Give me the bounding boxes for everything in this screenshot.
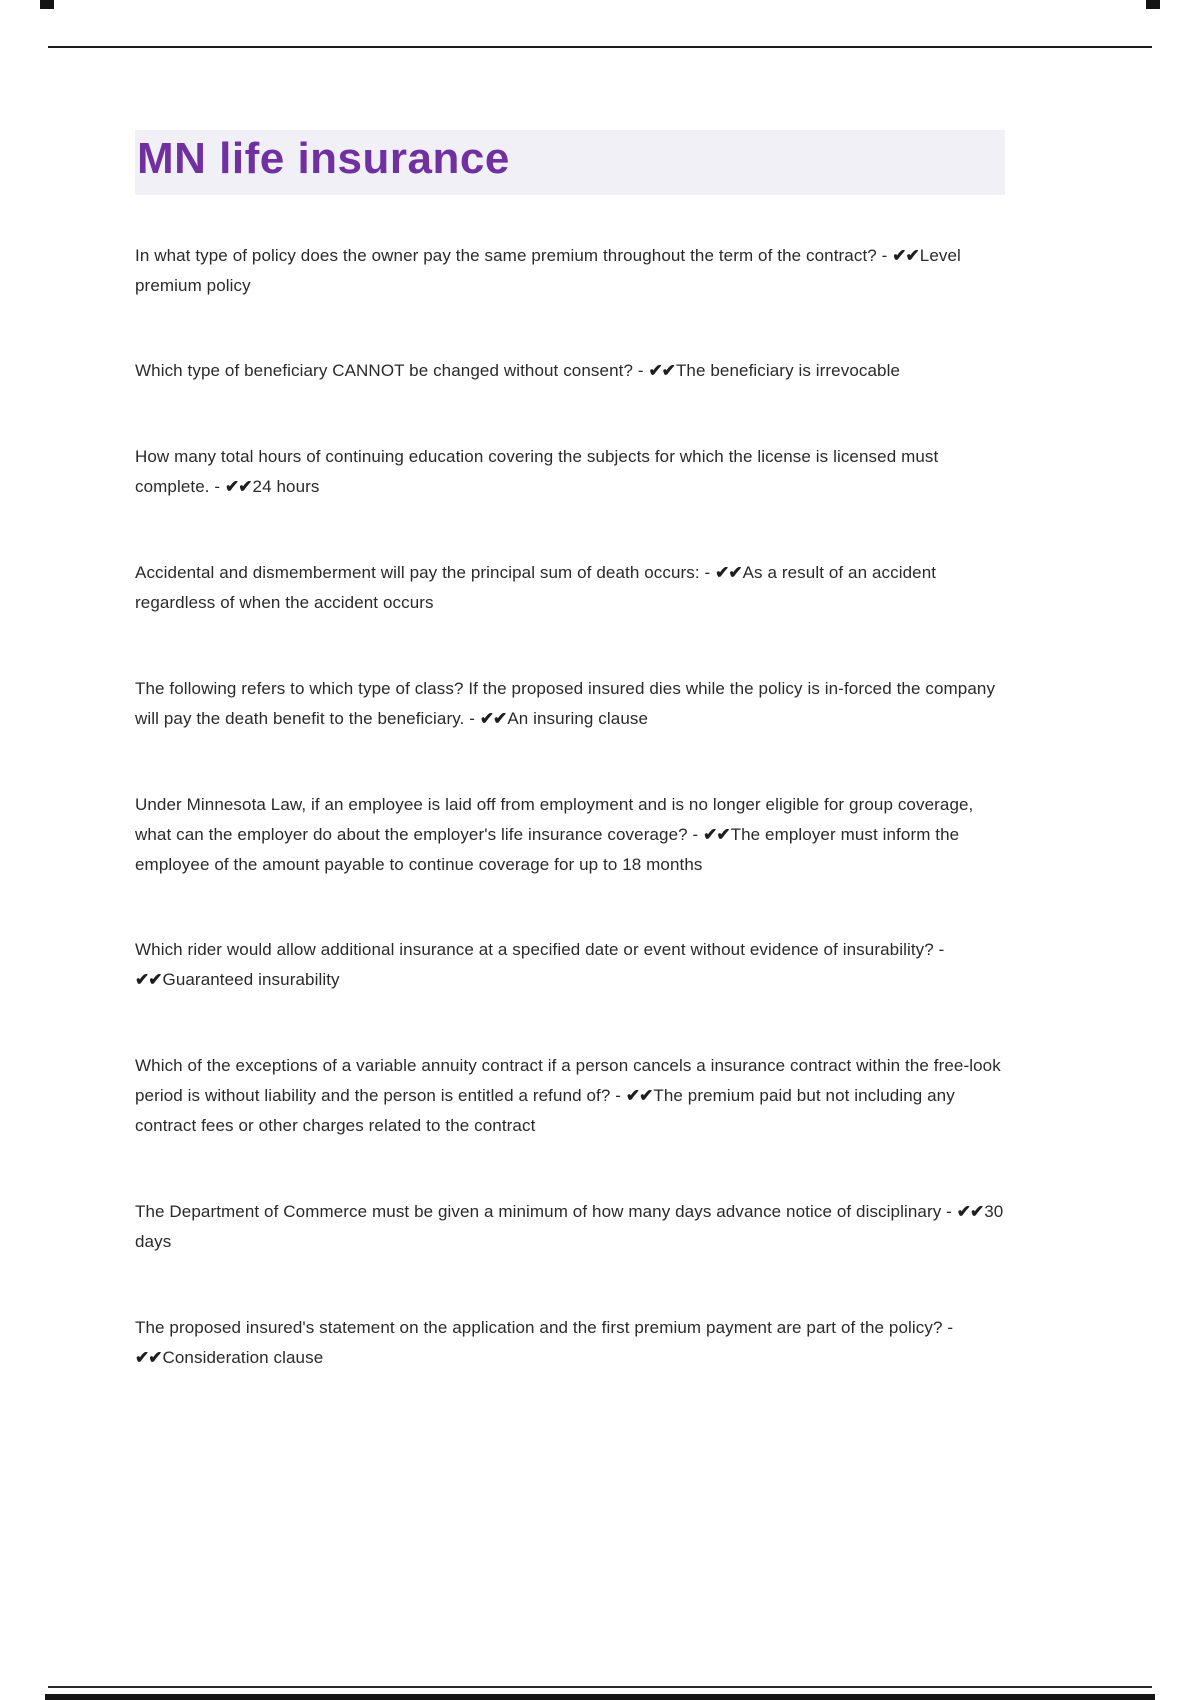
qa-item-5 [135, 674, 1005, 734]
checkmark-icon: ✔✔ [715, 563, 742, 583]
question-text: How many total hours of continuing education covering the subjects for which the license is licensed must complete. [135, 447, 939, 497]
separator: - [633, 361, 649, 381]
separator: - [687, 824, 704, 844]
top-rule-line [48, 46, 1152, 48]
answer-text: Guaranteed insurability [162, 970, 340, 990]
checkmark-icon: ✔✔ [625, 1086, 653, 1106]
checkmark-icon: ✔✔ [135, 1347, 162, 1367]
checkmark-icon: ✔✔ [135, 970, 162, 990]
checkmark-icon: ✔✔ [225, 477, 252, 497]
qa-item-7 [135, 935, 1005, 995]
answer-text: Level premium policy [135, 245, 961, 295]
separator: - [209, 477, 226, 497]
question-text: Which type of beneficiary CANNOT be changed without consent? [135, 361, 634, 381]
separator: - [942, 1317, 954, 1337]
answer-text: The employer must inform the employee of the amount payable to continue coverage for up to 18 months [135, 824, 960, 874]
answer-text: Consideration clause [162, 1347, 324, 1367]
bottom-edge-bar [45, 1694, 1155, 1700]
answer-text: The premium paid but not including any contract fees or other charges related to the contract [135, 1086, 955, 1136]
question-text: Which rider would allow additional insurance at a specified date or event without evidence of insurability? [135, 940, 934, 960]
separator: - [876, 245, 893, 265]
separator: - [464, 708, 480, 728]
answer-text: 30 days [135, 1202, 1004, 1251]
qa-item-8 [135, 1051, 1005, 1141]
qa-item-2 [135, 356, 1005, 386]
question-text: Which of the exceptions of a variable annuity contract if a person cancels a insurance contract within the free-look period is without liability and the person is entitled a refund of? [135, 1056, 1001, 1106]
qa-item-6 [135, 790, 1005, 880]
question-text: Under Minnesota Law, if an employee is laid off from employment and is no longer eligible for group coverage, what can the employer do about the employer's life insurance coverage? [135, 794, 974, 844]
separator: - [704, 563, 716, 583]
qa-item-10 [135, 1313, 1005, 1373]
question-text: The following refers to which type of class? If the proposed insured dies while the policy is in-forced the company will pay the death benefit to the beneficiary. [135, 678, 996, 728]
answer-text: 24 hours [252, 477, 320, 497]
separator: - [941, 1202, 957, 1221]
question-text: In what type of policy does the owner pay the same premium throughout the term of the contract? [135, 245, 877, 265]
answer-text: An insuring clause [507, 708, 649, 728]
document-body [135, 130, 1005, 1429]
checkmark-icon: ✔✔ [648, 361, 675, 381]
answer-text: As a result of an accident regardless of when the accident occurs [135, 563, 937, 613]
page-title: MN life insurance [135, 130, 1005, 195]
separator: - [933, 940, 945, 960]
answer-text: The beneficiary is irrevocable [675, 361, 901, 381]
checkmark-icon: ✔✔ [479, 708, 507, 728]
question-text: Accidental and dismemberment will pay the principal sum of death occurs: [135, 563, 705, 583]
checkmark-icon: ✔✔ [892, 245, 919, 265]
question-text: The proposed insured's statement on the application and the first premium payment are part of the policy? [135, 1317, 943, 1337]
question-text: The Department of Commerce must be given a minimum of how many days advance notice of disciplinary [135, 1202, 942, 1221]
qa-item-3 [135, 442, 1005, 502]
page-corner-mark-left [40, 0, 54, 9]
bottom-rule-line [48, 1686, 1152, 1688]
qa-item-4 [135, 558, 1005, 618]
checkmark-icon: ✔✔ [956, 1202, 984, 1221]
qa-item-1 [135, 241, 1005, 301]
page-corner-mark-right [1146, 0, 1160, 9]
qa-item-9 [135, 1197, 1005, 1257]
separator: - [610, 1086, 626, 1106]
checkmark-icon: ✔✔ [703, 824, 730, 844]
